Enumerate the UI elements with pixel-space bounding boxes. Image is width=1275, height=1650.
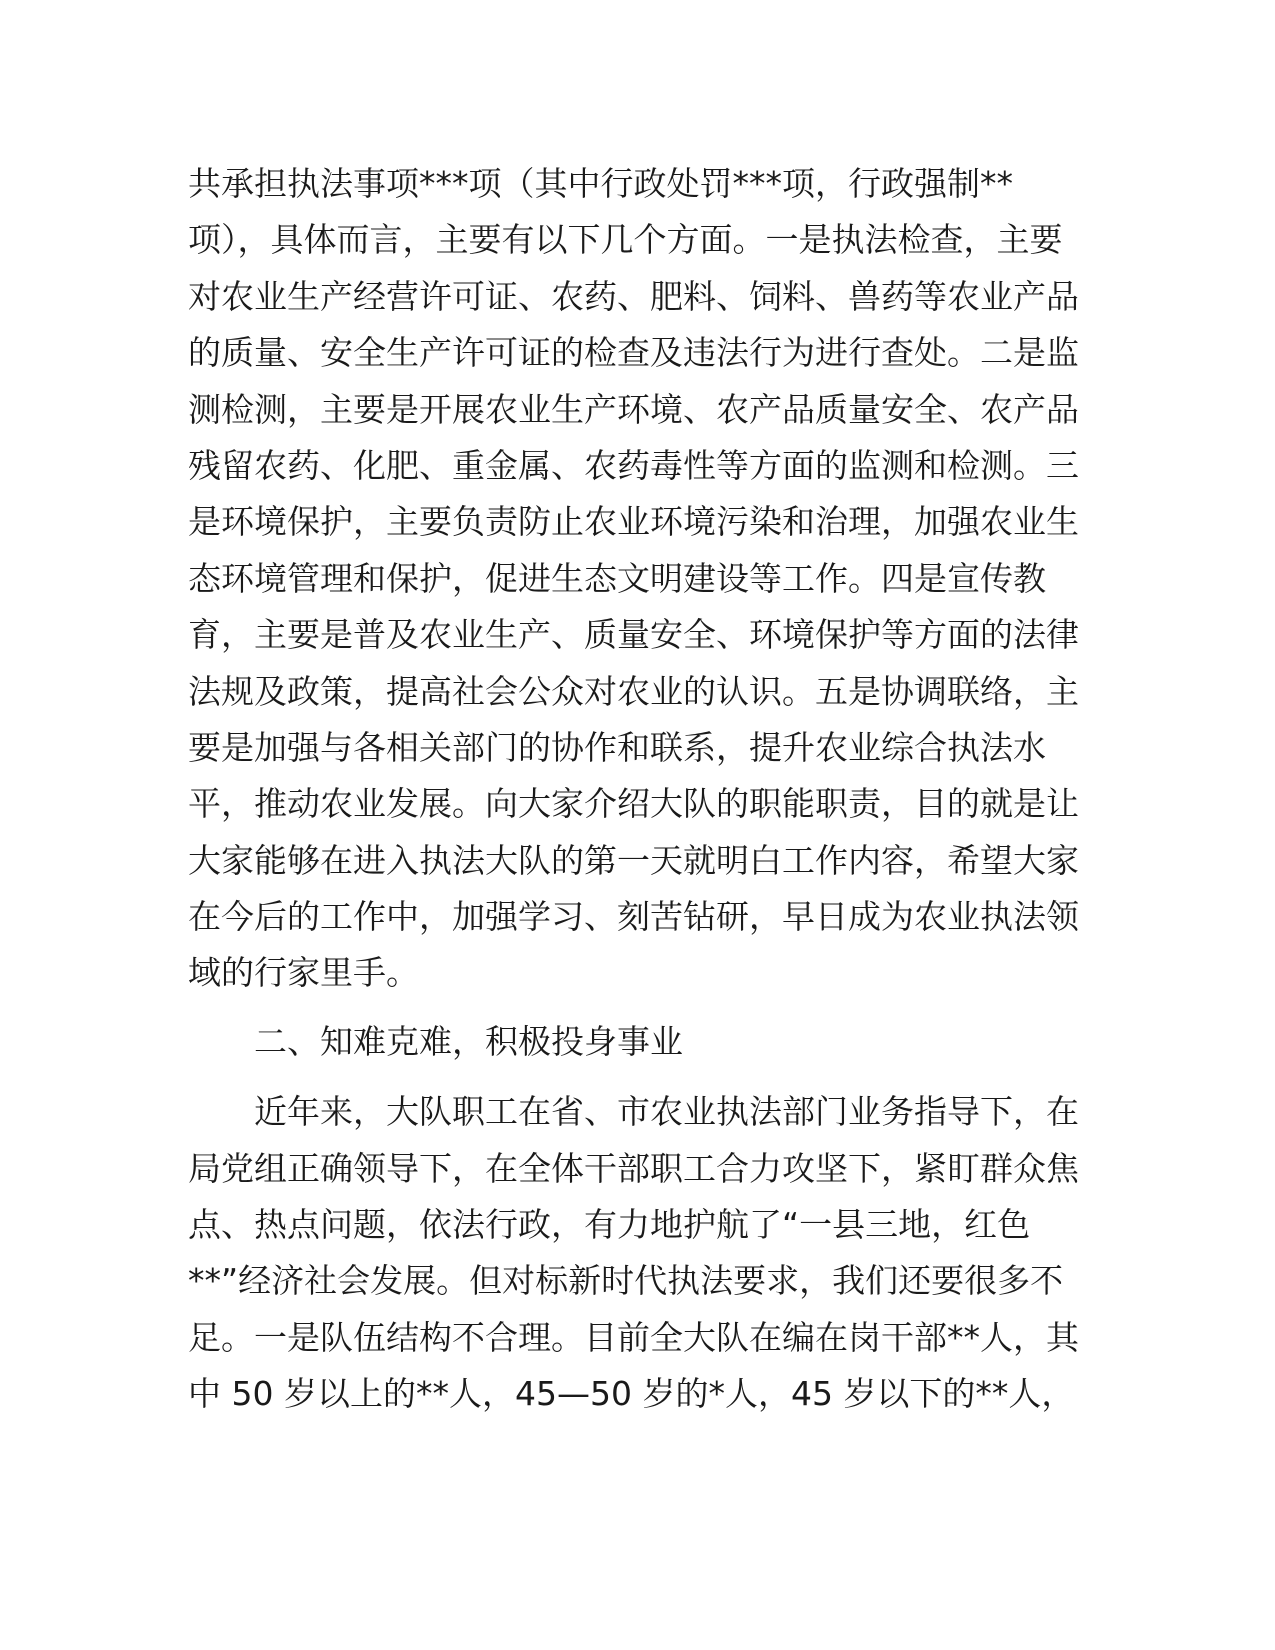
- paragraph-line: 要是加强与各相关部门的协作和联系，提升农业综合执法水: [188, 727, 1046, 767]
- paragraph-line: 近年来，大队职工在省、市农业执法部门业务指导下，在: [188, 1092, 1079, 1132]
- paragraph-line: 测检测，主要是开展农业生产环境、农产品质量安全、农产品: [188, 389, 1079, 429]
- paragraph-line: 足。一是队伍结构不合理。目前全大队在编在岗干部**人，其: [188, 1317, 1079, 1357]
- paragraph-1: [188, 156, 1088, 1002]
- paragraph-line: 局党组正确领导下，在全体干部职工合力攻坚下，紧盯群众焦: [188, 1148, 1079, 1188]
- paragraph-line: 是环境保护，主要负责防止农业环境污染和治理，加强农业生: [188, 502, 1079, 542]
- paragraph-line: 域的行家里手。: [188, 953, 419, 993]
- paragraph-line: **”经济社会发展。但对标新时代执法要求，我们还要很多不: [188, 1261, 1064, 1301]
- paragraph-line: 大家能够在进入执法大队的第一天就明白工作内容，希望大家: [188, 840, 1079, 880]
- paragraph-2: [188, 1084, 1088, 1422]
- paragraph-line: 态环境管理和保护，促进生态文明建设等工作。四是宣传教: [188, 558, 1046, 598]
- document-body: [188, 156, 1088, 1423]
- paragraph-line: 平，推动农业发展。向大家介绍大队的职能职责，目的就是让: [188, 784, 1079, 824]
- paragraph-line: 法规及政策，提高社会公众对农业的认识。五是协调联络，主: [188, 671, 1079, 711]
- paragraph-line: 在今后的工作中，加强学习、刻苦钻研，早日成为农业执法领: [188, 897, 1079, 937]
- paragraph-line: 项），具体而言，主要有以下几个方面。一是执法检查，主要: [188, 220, 1063, 260]
- section-heading: 二、知难克难，积极投身事业: [188, 1021, 683, 1061]
- paragraph-line: 共承担执法事项***项（其中行政处罚***项，行政强制**: [188, 164, 1013, 203]
- paragraph-line: 中 50 岁以上的**人，45—50 岁的*人，45 岁以下的**人，: [188, 1374, 1075, 1414]
- paragraph-line: 育，主要是普及农业生产、质量安全、环境保护等方面的法律: [188, 615, 1079, 655]
- paragraph-line: 对农业生产经营许可证、农药、肥料、饲料、兽药等农业产品: [188, 276, 1079, 316]
- paragraph-line: 残留农药、化肥、重金属、农药毒性等方面的监测和检测。三: [188, 445, 1079, 485]
- paragraph-line: 的质量、安全生产许可证的检查及违法行为进行查处。二是监: [188, 333, 1079, 373]
- paragraph-line: 点、热点问题，依法行政，有力地护航了“一县三地，红色: [188, 1205, 1031, 1245]
